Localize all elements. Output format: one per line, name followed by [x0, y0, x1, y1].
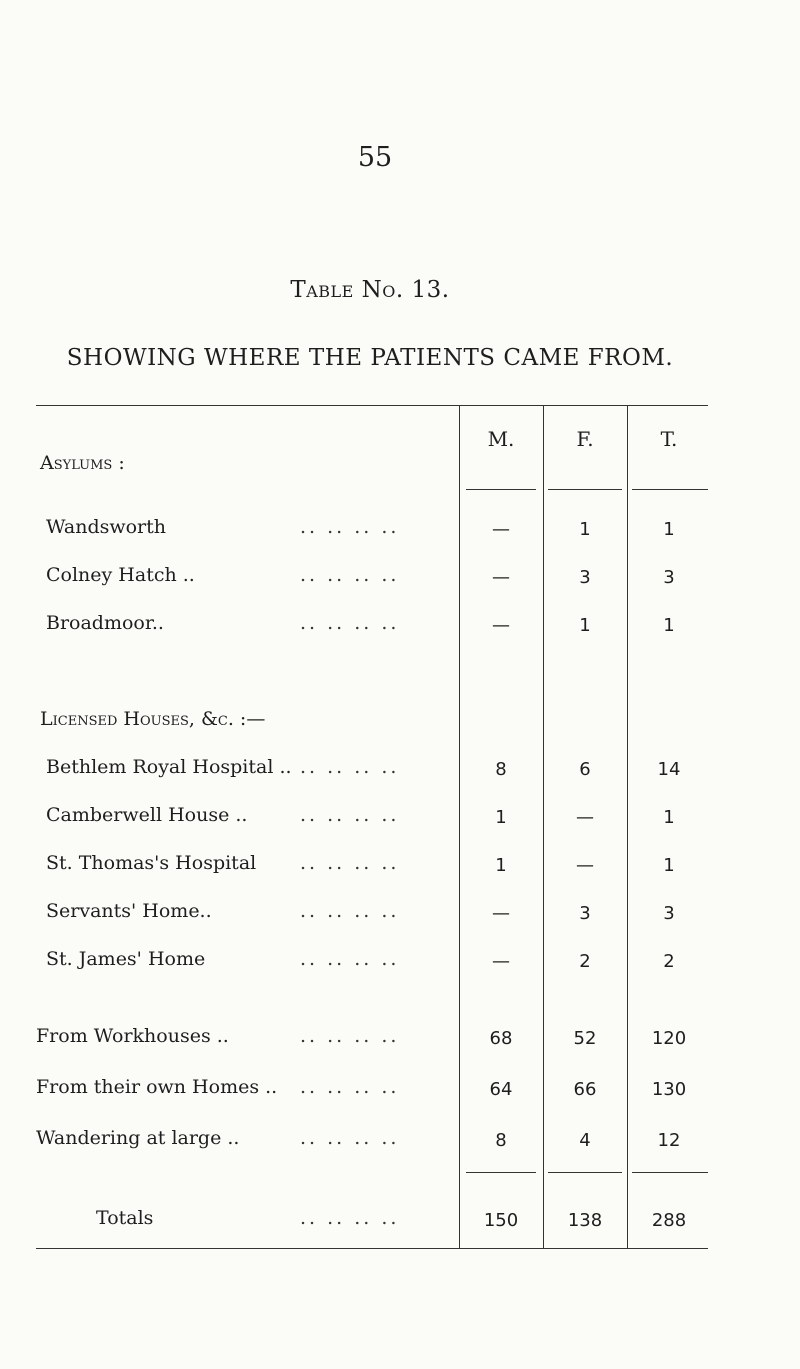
total-t: 288 [651, 1210, 687, 1231]
totals-rule-m [466, 1172, 536, 1173]
leader-dots: .. .. .. .. [300, 516, 400, 538]
cell-m: 1 [495, 807, 507, 828]
table-title: Table No. 13. [290, 277, 450, 303]
cell-t: 1 [663, 519, 675, 540]
cell-f: 3 [579, 567, 591, 588]
cell-t: 120 [651, 1028, 687, 1049]
totals-rule-t [632, 1172, 708, 1173]
cell-m: 68 [489, 1028, 513, 1049]
row-label: From Workhouses .. [36, 1025, 229, 1047]
row-label: St. Thomas's Hospital [46, 852, 257, 874]
total-f: 138 [567, 1210, 603, 1231]
cell-m: — [492, 903, 510, 924]
row-label: Bethlem Royal Hospital .. [46, 756, 292, 778]
cell-t: 1 [663, 807, 675, 828]
table-bottom-rule [36, 1248, 708, 1249]
cell-t: 3 [663, 903, 675, 924]
row-label: From their own Homes .. [36, 1076, 278, 1098]
row-label: Servants' Home.. [46, 900, 212, 922]
header-rule-t [632, 489, 708, 490]
column-divider-t [627, 405, 628, 1248]
header-rule-f [548, 489, 622, 490]
table-subtitle: SHOWING WHERE THE PATIENTS CAME FROM. [66, 345, 674, 371]
cell-m: 8 [495, 1130, 507, 1151]
cell-f: 52 [573, 1028, 597, 1049]
cell-m: — [492, 519, 510, 540]
cell-m: 8 [495, 759, 507, 780]
leader-dots: .. .. .. .. [300, 900, 400, 922]
cell-t: 2 [663, 951, 675, 972]
leader-dots: .. .. .. .. [300, 852, 400, 874]
column-header-m: M. [487, 427, 515, 451]
column-header-f: F. [576, 427, 594, 451]
cell-f: 1 [579, 519, 591, 540]
cell-t: 12 [657, 1130, 681, 1151]
cell-f: 6 [579, 759, 591, 780]
cell-f: 1 [579, 615, 591, 636]
cell-f: 3 [579, 903, 591, 924]
column-header-t: T. [660, 427, 678, 451]
row-label: Camberwell House .. [46, 804, 248, 826]
cell-f: 2 [579, 951, 591, 972]
leader-dots: .. .. .. .. [300, 564, 400, 586]
cell-t: 3 [663, 567, 675, 588]
column-divider-f [543, 405, 544, 1248]
leader-dots: .. .. .. .. [300, 612, 400, 634]
section-label-licensed: Licensed Houses, &c. :— [40, 708, 266, 730]
cell-t: 14 [657, 759, 681, 780]
total-m: 150 [483, 1210, 519, 1231]
row-label: Wandsworth [46, 516, 167, 538]
cell-t: 1 [663, 615, 675, 636]
cell-f: — [576, 807, 594, 828]
leader-dots: .. .. .. .. [300, 948, 400, 970]
cell-m: — [492, 567, 510, 588]
section-label-asylums: Asylums : [40, 452, 125, 474]
cell-m: — [492, 951, 510, 972]
totals-label: Totals [96, 1207, 154, 1229]
row-label: St. James' Home [46, 948, 206, 970]
table-top-rule [36, 405, 708, 406]
column-divider-m [459, 405, 460, 1248]
leader-dots: .. .. .. .. [300, 1207, 400, 1229]
cell-f: — [576, 855, 594, 876]
cell-f: 4 [579, 1130, 591, 1151]
leader-dots: .. .. .. .. [300, 756, 400, 778]
cell-f: 66 [573, 1079, 597, 1100]
row-label: Broadmoor.. [46, 612, 164, 634]
cell-t: 1 [663, 855, 675, 876]
leader-dots: .. .. .. .. [300, 1025, 400, 1047]
row-label: Colney Hatch .. [46, 564, 195, 586]
cell-t: 130 [651, 1079, 687, 1100]
cell-m: — [492, 615, 510, 636]
leader-dots: .. .. .. .. [300, 1076, 400, 1098]
leader-dots: .. .. .. .. [300, 804, 400, 826]
leader-dots: .. .. .. .. [300, 1127, 400, 1149]
page-number: 55 [357, 142, 393, 173]
header-rule-m [466, 489, 536, 490]
row-label: Wandering at large .. [36, 1127, 240, 1149]
totals-rule-f [548, 1172, 622, 1173]
cell-m: 1 [495, 855, 507, 876]
cell-m: 64 [489, 1079, 513, 1100]
